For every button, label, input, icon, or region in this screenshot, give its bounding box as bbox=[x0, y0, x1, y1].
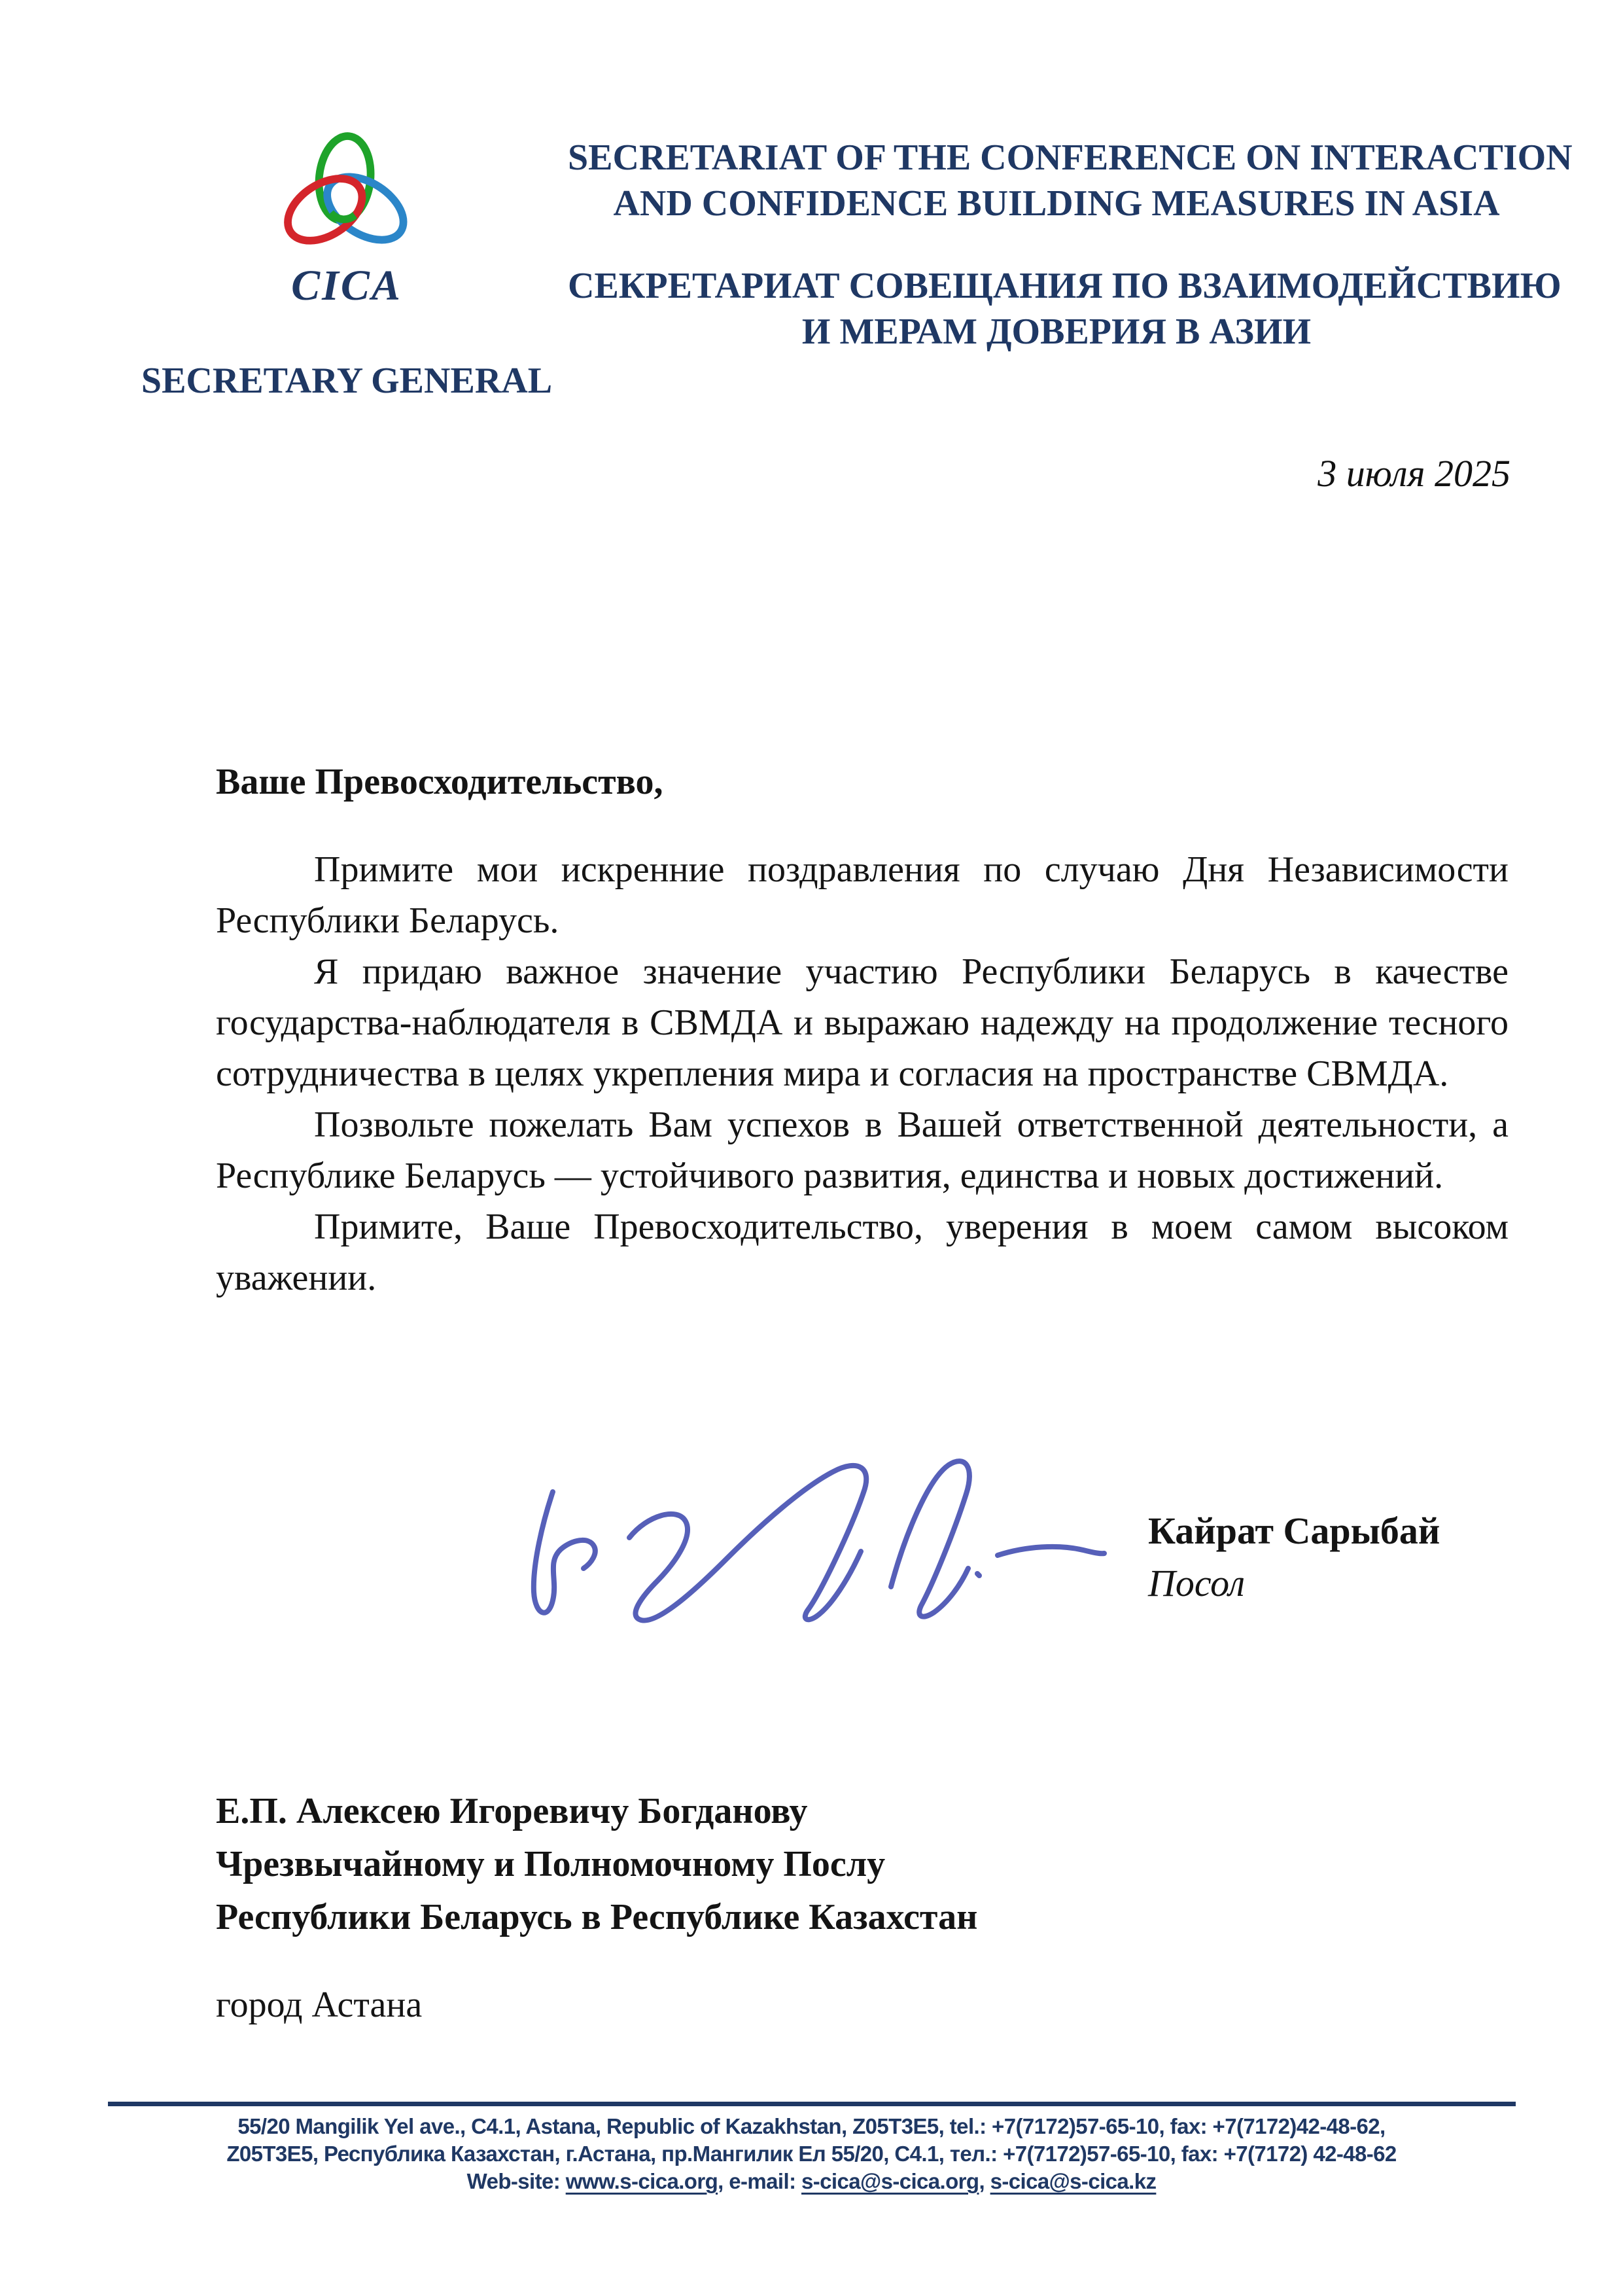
letter-body bbox=[216, 756, 1509, 1303]
footer bbox=[0, 2102, 1623, 2195]
signer-block bbox=[1148, 1505, 1440, 1610]
footer-contacts bbox=[0, 2168, 1623, 2195]
signer-name: Кайрат Сарыбай bbox=[1148, 1510, 1440, 1552]
header-gap bbox=[568, 226, 1545, 263]
recipient-country: Республики Беларусь в Республике Казахстан bbox=[216, 1897, 978, 1937]
paragraph-2: Я придаю важное значение участию Республики Беларусь в качестве государства-наблюдателя в СВМДА и выражаю надежду на продолжение тесного сотрудничества в целях укрепления мира и согласия на пространстве СВМДА. bbox=[216, 951, 1509, 1094]
footer-email2-link: s-cica@s-cica.kz bbox=[990, 2169, 1157, 2193]
footer-website-link: www.s-cica.org bbox=[565, 2169, 718, 2193]
cica-logo-word: CICA bbox=[291, 262, 402, 309]
signature-ink-image bbox=[491, 1417, 1119, 1639]
footer-web-label: Web-site: bbox=[466, 2169, 566, 2193]
recipient-block bbox=[216, 1785, 977, 1944]
recipient-city: город Астана bbox=[216, 1985, 423, 2025]
org-title-en-line1: SECRETARIAT OF THE CONFERENCE ON INTERACTION bbox=[568, 137, 1573, 178]
org-title-ru-line2: И МЕРАМ ДОВЕРИЯ В АЗИИ bbox=[801, 311, 1312, 352]
footer-email-sep: , bbox=[979, 2169, 990, 2193]
letterhead-left bbox=[118, 131, 576, 401]
salutation: Ваше Превосходительство, bbox=[216, 762, 663, 802]
recipient-title: Чрезвычайному и Полномочному Послу bbox=[216, 1844, 886, 1884]
recipient-name: Е.П. Алексею Игоревичу Богданову bbox=[216, 1791, 808, 1831]
letter-date: 3 июля 2025 bbox=[1318, 452, 1510, 495]
footer-email-label: , e-mail: bbox=[718, 2169, 802, 2193]
paragraph-3: Позвольте пожелать Вам успехов в Вашей ответственной деятельности, а Республике Беларусь — устойчивого развития, единства и новых достижений. bbox=[216, 1104, 1509, 1196]
footer-address-ru: Z05T3E5, Республика Казахстан, г.Астана, пр.Мангилик Ел 55/20, C4.1, тел.: +7(7172)57-65-10, fax: +7(7172) 42-48-62 bbox=[226, 2142, 1397, 2166]
cica-logo-knot-icon bbox=[276, 131, 417, 253]
footer-rule bbox=[108, 2102, 1516, 2106]
signer-title: Посол bbox=[1148, 1562, 1246, 1604]
paragraph-1: Примите мои искренние поздравления по случаю Дня Независимости Республики Беларусь. bbox=[216, 849, 1509, 941]
letterhead-titles bbox=[568, 135, 1573, 355]
footer-address-en: 55/20 Mangilik Yel ave., C4.1, Astana, Republic of Kazakhstan, Z05T3E5, tel.: +7(7172)57-65-10, fax: +7(7172)42-48-62, bbox=[237, 2114, 1386, 2138]
org-title-en-line2: AND CONFIDENCE BUILDING MEASURES IN ASIA bbox=[613, 183, 1500, 224]
paragraph-4: Примите, Ваше Превосходительство, уверения в моем самом высоком уважении. bbox=[216, 1207, 1509, 1298]
secretary-general-label: SECRETARY GENERAL bbox=[141, 361, 553, 401]
org-title-ru-line1: СЕКРЕТАРИАТ СОВЕЩАНИЯ ПО ВЗАИМОДЕЙСТВИЮ bbox=[568, 266, 1562, 306]
footer-email1-link: s-cica@s-cica.org bbox=[801, 2169, 979, 2193]
